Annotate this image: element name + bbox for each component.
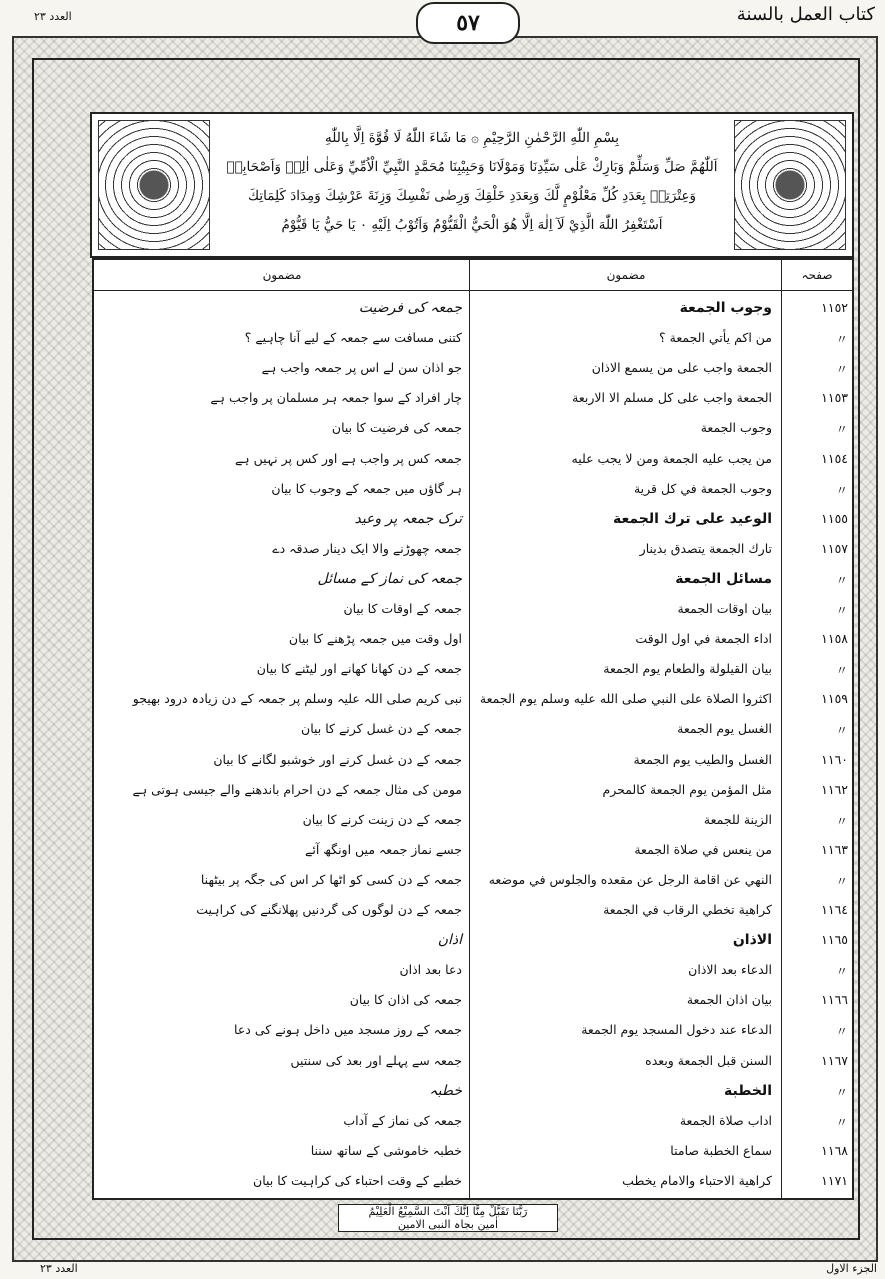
page-number-cell: ١١٥٣ — [821, 390, 848, 406]
arabic-title-cell: الوعيد على ترك الجمعة — [613, 510, 772, 527]
table-row — [94, 595, 852, 625]
page-number-cell: 〃 — [835, 1114, 848, 1130]
dua-line: اٰمین بجاہ النبی الامین — [397, 1218, 499, 1231]
contents-table — [92, 258, 854, 1200]
arabic-title-cell: وجوب الجمعة — [700, 420, 772, 436]
arabic-title-cell: وجوب الجمعة — [679, 300, 772, 316]
page-number-cell: 〃 — [835, 572, 848, 588]
page-number-cell: ١١٦٥ — [821, 932, 848, 948]
arabic-title-cell: الجمعة واجب على من يسمع الاذان — [591, 360, 772, 376]
urdu-title-cell: جمعہ کے دن کھانا کھانے اور لیٹنے کا بیان — [256, 661, 462, 677]
urdu-title-cell: اذان — [437, 932, 462, 949]
page-number-cell: ١١٥٧ — [821, 540, 848, 556]
urdu-title-cell: جمعہ کی اذان کا بیان — [349, 992, 462, 1008]
page-number-cell: ١١٦٣ — [821, 841, 848, 857]
page-number-cell: ١١٦٤ — [821, 902, 848, 917]
page-number-cell: 〃 — [835, 964, 848, 980]
table-row — [94, 926, 852, 956]
page-number-cell: 〃 — [835, 422, 848, 438]
urdu-title-cell: جمعہ کے دن غسل کرنے اور خوشبو لگانے کا بیان — [213, 751, 462, 767]
urdu-title-cell: جمعہ کے دن زینت کرنے کا بیان — [302, 811, 462, 827]
page-number-cell: ١١٦٧ — [821, 1052, 848, 1068]
arabic-title-cell: النهي عن اقامة الرجل عن مقعده والجلوس في موضعه — [488, 871, 772, 887]
arabic-title-cell: الدعاء عند دخول المسجد يوم الجمعة — [581, 1022, 772, 1038]
table-row — [94, 866, 852, 896]
urdu-title-cell: جو اذان سن لے اس پر جمعہ واجب ہے — [261, 360, 462, 376]
table-row — [94, 956, 852, 986]
table-row — [94, 1016, 852, 1046]
page-number-cell: ١١٦٦ — [821, 992, 848, 1008]
table-row — [94, 655, 852, 685]
urdu-title-cell: ہر گاؤں میں جمعہ کے وجوب کا بیان — [271, 480, 462, 496]
blessing-line: اَللّٰهُمَّ صَلِّ وَسَلِّمْ وَبَارِكْ عَلٰى سَيِّدِنَا وَمَوْلَانَا وَحَبِيْبِنَا مُحَمَّدٍ النَّبِيِّ الْاُمِّيِّ وَعَلٰى اٰلِهٖ وَاَصْحَابِهٖ — [226, 159, 718, 175]
table-row — [94, 625, 852, 655]
page-number-cell: ١١٥٢ — [821, 300, 848, 315]
urdu-title-cell: نبی کریم صلی اللہ علیہ وسلم پر جمعہ کے دن زیادہ درود بھیجو — [132, 691, 462, 707]
arabic-title-cell: من ينعس في صلاة الجمعة — [634, 841, 772, 857]
table-row — [94, 746, 852, 776]
arabic-title-cell: مثل المؤمن يوم الجمعة كالمحرم — [602, 781, 772, 797]
urdu-title-cell: جمعہ کی نماز کے مسائل — [317, 570, 462, 587]
table-row — [94, 1107, 852, 1137]
urdu-title-cell: جمعہ کی نماز کے آداب — [343, 1112, 462, 1128]
urdu-title-cell: جمعہ چھوڑنے والا ایک دینار صدقہ دے — [272, 540, 462, 556]
urdu-title-cell: جمعہ کے اوقات کا بیان — [343, 601, 462, 616]
page-number-cell: 〃 — [835, 1024, 848, 1040]
arabic-title-cell: السنن قبل الجمعة وبعده — [645, 1052, 772, 1068]
dua-line: رَبَّنَا تَقَبَّلْ مِنَّا اِنَّكَ اَنْتَ السَّمِيْعُ الْعَلِيْمُ — [368, 1205, 528, 1218]
table-row — [94, 806, 852, 836]
page-number-cell: 〃 — [835, 603, 848, 618]
table-row — [94, 565, 852, 595]
table-row — [94, 715, 852, 745]
table-row — [94, 896, 852, 926]
table-row — [94, 324, 852, 354]
blessing-panel — [90, 112, 854, 258]
column-header-page: صفحہ — [801, 268, 833, 282]
corner-label: العدد ٢٣ — [34, 10, 72, 23]
urdu-title-cell: ترک جمعہ پر وعید — [354, 510, 462, 527]
urdu-title-cell: جمعہ کے روز مسجد میں داخل ہونے کی دعا — [234, 1022, 462, 1038]
urdu-title-cell: جمعہ کی فرضیت کا بیان — [331, 420, 462, 436]
table-row — [94, 776, 852, 806]
page-number-cell: 〃 — [835, 1084, 848, 1100]
arabic-title-cell: الغسل والطيب يوم الجمعة — [633, 751, 772, 767]
urdu-title-cell: جمعہ سے پہلے اور بعد کی سنتیں — [290, 1052, 462, 1068]
book-title: كتاب العمل بالسنة — [736, 4, 875, 25]
urdu-title-cell: اول وقت میں جمعہ پڑھنے کا بیان — [288, 631, 462, 647]
table-row — [94, 294, 852, 324]
urdu-title-cell: خطبے کے وقت احتباء کی کراہیت کا بیان — [253, 1172, 462, 1188]
arabic-title-cell: اداب صلاة الجمعة — [679, 1112, 772, 1128]
urdu-title-cell: دعا بعد اذان — [399, 962, 462, 978]
arabic-title-cell: الجمعة واجب على كل مسلم الا الاربعة — [572, 390, 772, 406]
page-number-cell: 〃 — [835, 663, 848, 679]
urdu-title-cell: جمعہ کے دن غسل کرنے کا بیان — [301, 721, 462, 737]
urdu-title-cell: جمعہ کے دن لوگوں کی گردنیں پھلانگنے کی کراہیت — [196, 902, 462, 917]
table-row — [94, 505, 852, 535]
blessing-text — [214, 124, 730, 240]
table-row — [94, 1077, 852, 1107]
arabic-title-cell: كراهية تخطي الرقاب في الجمعة — [603, 902, 772, 917]
table-row — [94, 685, 852, 715]
page-number-cell: ١١٥٨ — [821, 631, 848, 647]
page-number-cell: ١١٥٩ — [821, 691, 848, 707]
page-number-cell: ١١٥٤ — [821, 450, 848, 466]
blessing-line: بِسْمِ اللّٰهِ الرَّحْمٰنِ الرَّحِيْمِ ۞ مَا شَاءَ اللّٰهُ لَا قُوَّةَ اِلَّا بِاللّٰهِ — [325, 130, 619, 146]
table-row — [94, 384, 852, 414]
page-number-cell: 〃 — [835, 873, 848, 889]
arabic-title-cell: مسائل الجمعة — [675, 570, 772, 587]
page-number-cell: 〃 — [835, 332, 848, 348]
table-row — [94, 445, 852, 475]
blessing-line: وَعِتْرَتِهٖ بِعَدَدِ كُلِّ مَعْلُوْمٍ لَّكَ وَبِعَدَدِ خَلْقِكَ وَرِضٰى نَفْسِكَ وَزِنَةَ عَرْشِكَ وَمِدَادَ كَلِمَاتِكَ — [247, 188, 697, 204]
table-row — [94, 986, 852, 1016]
urdu-title-cell: مومن کی مثال جمعہ کے دن احرام باندھنے والے جیسی ہوتی ہے — [132, 781, 462, 797]
page-number: ٥٧ — [416, 2, 520, 44]
column-header-urdu: مضمون — [262, 268, 302, 282]
column-header-arabic: مضمون — [606, 268, 646, 282]
ornament-icon — [734, 120, 846, 250]
arabic-title-cell: من اكم يأتي الجمعة ؟ — [659, 330, 772, 346]
urdu-title-cell: جمعہ کی فرضیت — [358, 300, 462, 316]
table-row — [94, 535, 852, 565]
page-number-cell: ١١٦٠ — [821, 751, 848, 767]
page-number-cell: ١١٦٨ — [821, 1142, 848, 1158]
table-row — [94, 414, 852, 444]
page-number-cell: 〃 — [835, 723, 848, 739]
page-number-cell: ١١٦٢ — [821, 781, 848, 797]
volume-label: الجزء الاول — [826, 1262, 877, 1275]
arabic-title-cell: كراهية الاحتباء والامام يخطب — [622, 1172, 772, 1188]
page-number-cell: 〃 — [835, 813, 848, 829]
arabic-title-cell: الدعاء بعد الاذان — [688, 962, 772, 978]
arabic-title-cell: تارك الجمعة يتصدق بدينار — [639, 540, 772, 556]
footer-dua — [338, 1204, 558, 1232]
table-row — [94, 1137, 852, 1167]
arabic-title-cell: الخطبة — [724, 1082, 772, 1099]
urdu-title-cell: جمعہ کے دن کسی کو اٹھا کر اس کی جگہ پر بیٹھنا — [200, 871, 462, 887]
arabic-title-cell: بيان القيلولة والطعام يوم الجمعة — [603, 661, 772, 677]
footer-note: العدد ٢٣ — [40, 1262, 78, 1275]
urdu-title-cell: کتنی مسافت سے جمعہ کے لیے آنا چاہیے ؟ — [244, 330, 462, 346]
header-divider — [94, 290, 852, 291]
arabic-title-cell: اكثروا الصلاة على النبي صلى الله عليه وسلم يوم الجمعة — [479, 691, 772, 707]
table-row — [94, 354, 852, 384]
arabic-title-cell: الغسل يوم الجمعة — [677, 721, 772, 737]
page-number-cell: ١١٥٥ — [821, 510, 848, 526]
arabic-title-cell: وجوب الجمعة في كل قرية — [633, 480, 772, 496]
urdu-title-cell: چار افراد کے سوا جمعہ ہر مسلمان پر واجب ہے — [210, 390, 462, 406]
urdu-title-cell: جسے نماز جمعہ میں اونگھ آئے — [305, 841, 462, 857]
arabic-title-cell: بيان اذان الجمعة — [686, 992, 772, 1008]
urdu-title-cell: جمعہ کس پر واجب ہے اور کس پر نہیں ہے — [234, 450, 462, 466]
page-number-cell: ١١٧١ — [821, 1172, 848, 1188]
arabic-title-cell: اداء الجمعة في اول الوقت — [635, 631, 772, 647]
arabic-title-cell: من يجب عليه الجمعة ومن لا يجب عليه — [571, 450, 772, 466]
table-row — [94, 1167, 852, 1197]
urdu-title-cell: خطبہ خاموشی کے ساتھ سننا — [310, 1142, 462, 1158]
arabic-title-cell: الزينة للجمعة — [703, 811, 772, 827]
arabic-title-cell: سماع الخطبة صامتا — [670, 1142, 772, 1158]
blessing-line: اَسْتَغْفِرُ اللّٰهَ الَّذِيْ لَآ اِلٰهَ اِلَّا هُوَ الْحَيُّ الْقَيُّوْمُ وَاَتُوْبُ اِلَيْهِ ۰ يَا حَيُّ يَا قَيُّوْمُ — [281, 217, 663, 233]
table-row — [94, 475, 852, 505]
ornament-icon — [98, 120, 210, 250]
page-number-cell: 〃 — [835, 482, 848, 498]
table-row — [94, 836, 852, 866]
arabic-title-cell: الاذان — [732, 932, 772, 949]
arabic-title-cell: بيان اوقات الجمعة — [677, 601, 772, 616]
urdu-title-cell: خطبہ — [429, 1082, 462, 1099]
page-number-cell: 〃 — [835, 362, 848, 378]
table-row — [94, 1047, 852, 1077]
